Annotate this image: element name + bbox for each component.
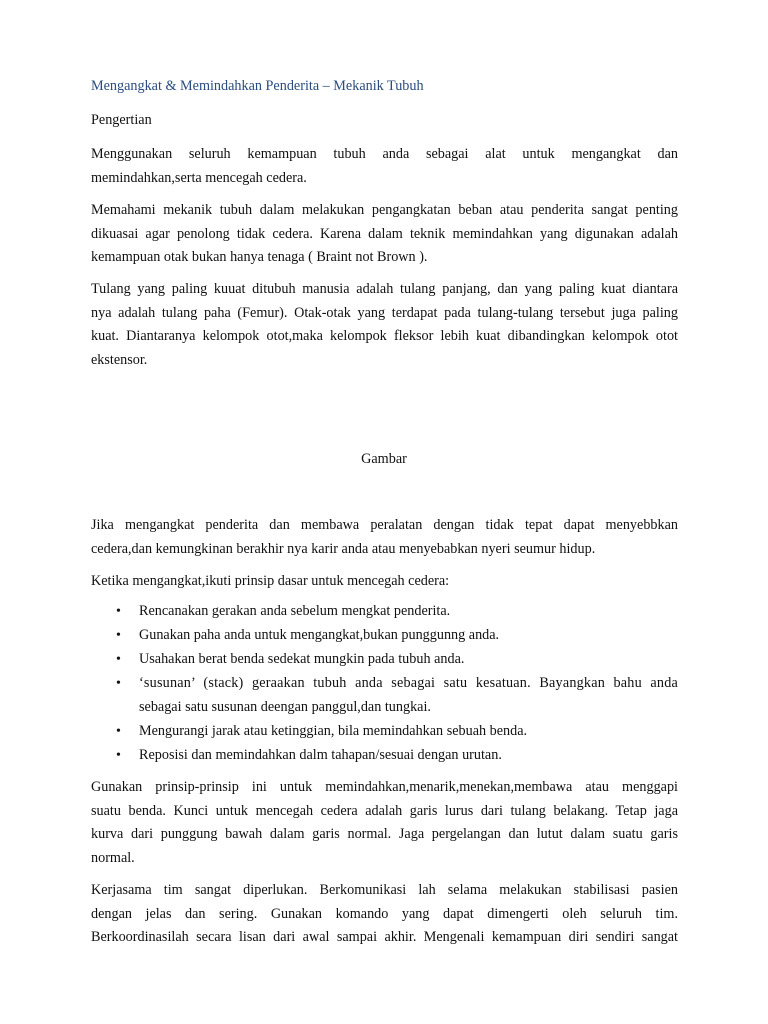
paragraph-line: Gunakan prinsip-prinsip ini untuk memindahkan,menarik,menekan,membawa atau menggapi [91,779,678,795]
paragraph-line: Jika mengangkat penderita dan membawa peralatan dengan tidak tepat dapat menyebbkan [91,517,678,533]
document-title: Mengangkat & Memindahkan Penderita – Mekanik Tubuh [91,78,424,94]
paragraph-line: Berkoordinasilah secara lisan dari awal sampai akhir. Mengenali kemampuan diri sendiri sangat [91,929,678,945]
paragraph-spine [91,776,678,870]
principles-list [91,600,678,768]
list-item-text-continued: sebagai satu susunan deengan panggul,dan tungkai. [139,698,431,715]
list-item [91,720,678,744]
paragraph-risk [91,514,678,561]
paragraph-line: ekstensor. [91,351,148,368]
list-item-text: Rencanakan gerakan anda sebelum mengkat penderita. [139,603,451,619]
bullet-icon: • [116,723,121,739]
paragraph-line: kemampuan otak bukan hanya tenaga ( Braint not Brown ). [91,249,428,265]
paragraph-teamwork [91,879,678,950]
paragraph-line: memindahkan,serta mencegah cedera. [91,169,307,186]
list-item-text: ‘susunan’ (stack) geraakan tubuh anda sebagai satu kesatuan. Bayangkan bahu anda [139,675,678,691]
paragraph-line: kurva dari punggung bawah dalam garis normal. Jaga pergelangan dan lutut dalam suatu garis [91,826,678,842]
bullet-icon: • [116,652,121,667]
figure-caption: Gambar [361,451,407,467]
paragraph-line: Tulang yang paling kuuat ditubuh manusia adalah tulang panjang, dan yang paling kuat diantara [91,281,678,297]
paragraph-body-mechanics [91,199,678,270]
list-item [91,744,678,768]
paragraph-line: Kerjasama tim sangat diperlukan. Berkomunikasi lah selama melakukan stabilisasi pasien [91,882,678,898]
bullet-icon: • [116,604,121,619]
bullet-icon: • [116,628,121,643]
paragraph-line: suatu benda. Kunci untuk mencegah cedera adalah garis lurus dari tulang belakang. Tetap jaga [91,802,678,819]
paragraph-line: nya adalah tulang paha (Femur). Otak-otak yang terdapat pada tulang-tulang tersebut juga paling [91,304,678,321]
paragraph-line: Ketika mengangkat,ikuti prinsip dasar untuk mencegah cedera: [91,573,450,589]
paragraph-principles-intro [91,570,678,594]
section-heading: Pengertian [91,112,152,128]
paragraph-line: cedera,dan kemungkinan berakhir nya karir anda atau menyebabkan nyeri seumur hidup. [91,540,596,557]
list-item [91,672,678,719]
paragraph-line: dikuasai agar penolong tidak cedera. Karena dalam teknik memindahkan yang digunakan adalah [91,225,678,242]
paragraph-line: Memahami mekanik tubuh dalam melakukan pengangkatan beban atau penderita sangat penting [91,202,678,218]
paragraph-line: normal. [91,849,135,866]
list-item [91,624,678,648]
list-item-text: Reposisi dan memindahkan dalm tahapan/sesuai dengan urutan. [139,746,502,763]
list-item-text: Usahakan berat benda sedekat mungkin pada tubuh anda. [139,651,465,667]
bullet-icon: • [116,676,121,691]
bullet-icon: • [116,747,121,763]
list-item-text: Mengurangi jarak atau ketinggian, bila memindahkan sebuah benda. [139,722,528,739]
list-item-text: Gunakan paha anda untuk mengangkat,bukan punggunng anda. [139,627,500,643]
paragraph-bones [91,278,678,372]
list-item [91,648,678,672]
list-item [91,600,678,624]
paragraph-line: Menggunakan seluruh kemampuan tubuh anda sebagai alat untuk mengangkat dan [91,146,678,162]
paragraph-line: kuat. Diantaranya kelompok otot,maka kelompok fleksor lebih kuat dibandingkan kelompok otot [91,328,678,344]
paragraph-line: dengan jelas dan sering. Gunakan komando yang dapat dimengerti oleh seluruh tim. [91,905,678,922]
paragraph-definition [91,143,678,190]
